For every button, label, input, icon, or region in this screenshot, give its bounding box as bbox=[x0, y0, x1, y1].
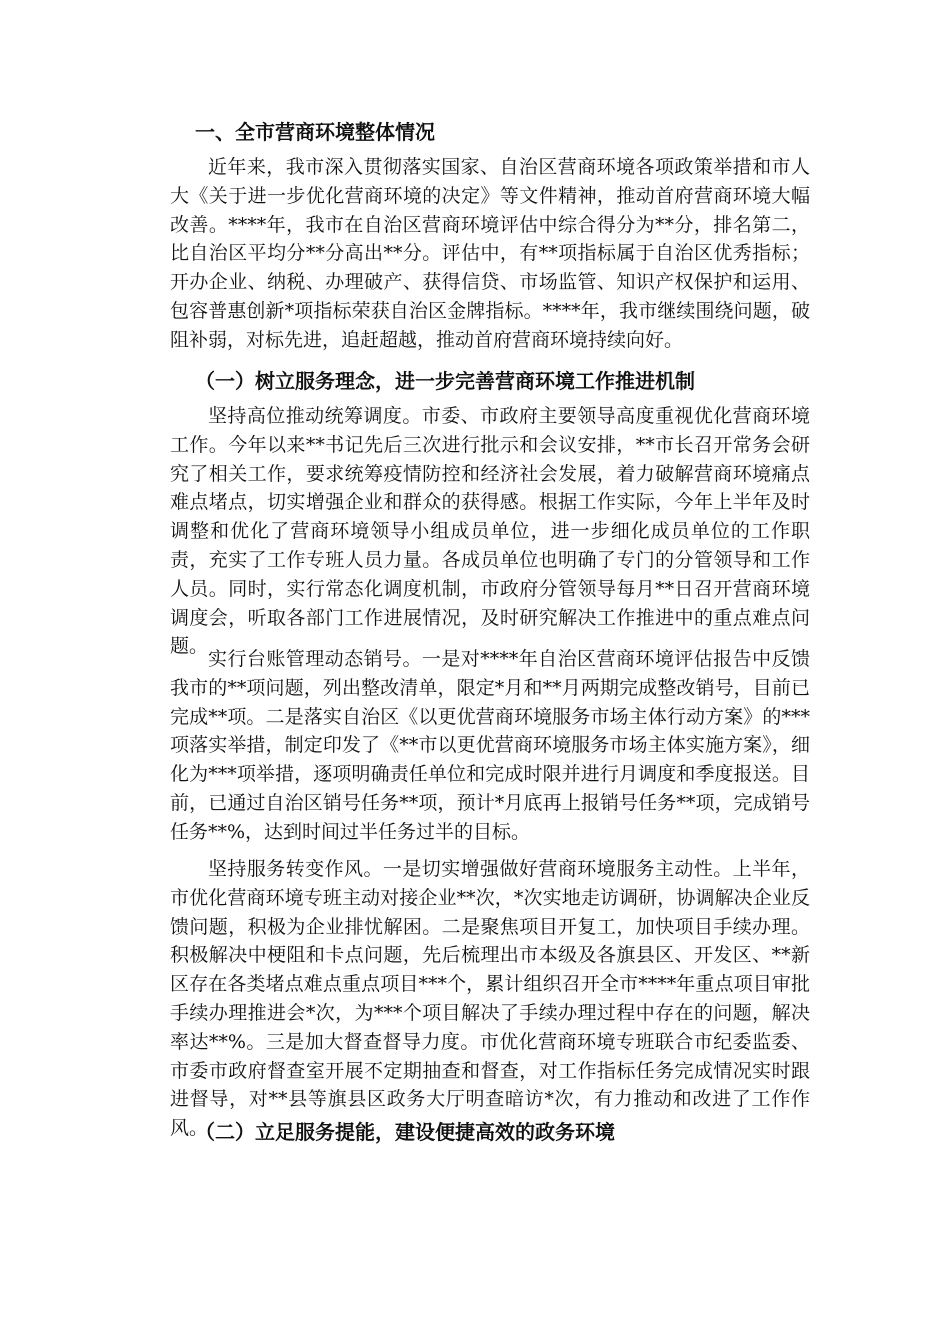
paragraph-ledger-management: 实行台账管理动态销号。一是对****年自治区营商环境评估报告中反馈我市的**项问题，列出整改清单，限定*月和**月两期完成整改销号，目前已完成**项。二是落实自治区《以更优营商环境服务市场主体行动方案》的***项落实举措，制定印发了《**市以更优营商环境服务市场主体实施方案》，细化为***项举措，逐项明确责任单位和完成时限并进行月调度和季度报送。目前，已通过自治区销号任务**项，预计*月底再上报销号任务**项，完成销号任务**%，达到时间过半任务过半的目标。 bbox=[170, 648, 810, 843]
paragraph-high-level-coordination: 坚持高位推动统筹调度。市委、市政府主要领导高度重视优化营商环境工作。今年以来**书记先后三次进行批示和会议安排，**市长召开常务会研究了相关工作，要求统筹疫情防控和经济社会发展，着力破解营商环境痛点难点堵点，切实增强企业和群众的获得感。根据工作实际，今年上半年及时调整和优化了营商环境领导小组成员单位，进一步细化成员单位的工作职责，充实了工作专班人员力量。各成员单位也明确了专门的分管领导和工作人员。同时，实行常态化调度机制，市政府分管领导每月**日召开营商环境调度会，听取各部门工作进展情况，及时研究解决工作推进中的重点难点问题。 bbox=[170, 405, 810, 658]
paragraph-service-style: 坚持服务转变作风。一是切实增强做好营商环境服务主动性。上半年，市优化营商环境专班主动对接企业**次，*次实地走访调研，协调解决企业反馈问题，积极为企业排忧解困。二是聚焦项目开复工，加快项目手续办理。积极解决中梗阻和卡点问题，先后梳理出市本级及各旗县区、开发区、**新区存在各类堵点难点重点项目***个，累计组织召开全市****年重点项目审批手续办理推进会*次，为***个项目解决了手续办理过程中存在的问题，解决率达**%。三是加大督查督导力度。市优化营商环境专班联合市纪委监委、市委市政府督查室开展不定期抽查和督查，对工作指标任务完成情况实时跟进督导，对**县等旗县区政务大厅明查暗访*次，有力推动和改进了工作作风。 bbox=[170, 858, 810, 1140]
section-heading-overall: 一、全市营商环境整体情况 bbox=[195, 120, 435, 144]
subsection-heading-1: （一）树立服务理念，进一步完善营商环境工作推进机制 bbox=[195, 369, 695, 393]
paragraph-overview: 近年来，我市深入贯彻落实国家、自治区营商环境各项政策举措和市人大《关于进一步优化营商环境的决定》等文件精神，推动首府营商环境大幅改善。****年，我市在自治区营商环境评估中综合得分为**分，排名第二，比自治区平均分**分高出**分。评估中，有**项指标属于自治区优秀指标；开办企业、纳税、办理破产、获得信贷、市场监管、知识产权保护和运用、包容普惠创新*项指标荣获自治区金牌指标。****年，我市继续围绕问题，破阻补弱，对标先进，追赶超越，推动首府营商环境持续向好。 bbox=[170, 156, 810, 351]
subsection-heading-2: （二）立足服务提能，建设便捷高效的政务环境 bbox=[195, 1120, 615, 1144]
